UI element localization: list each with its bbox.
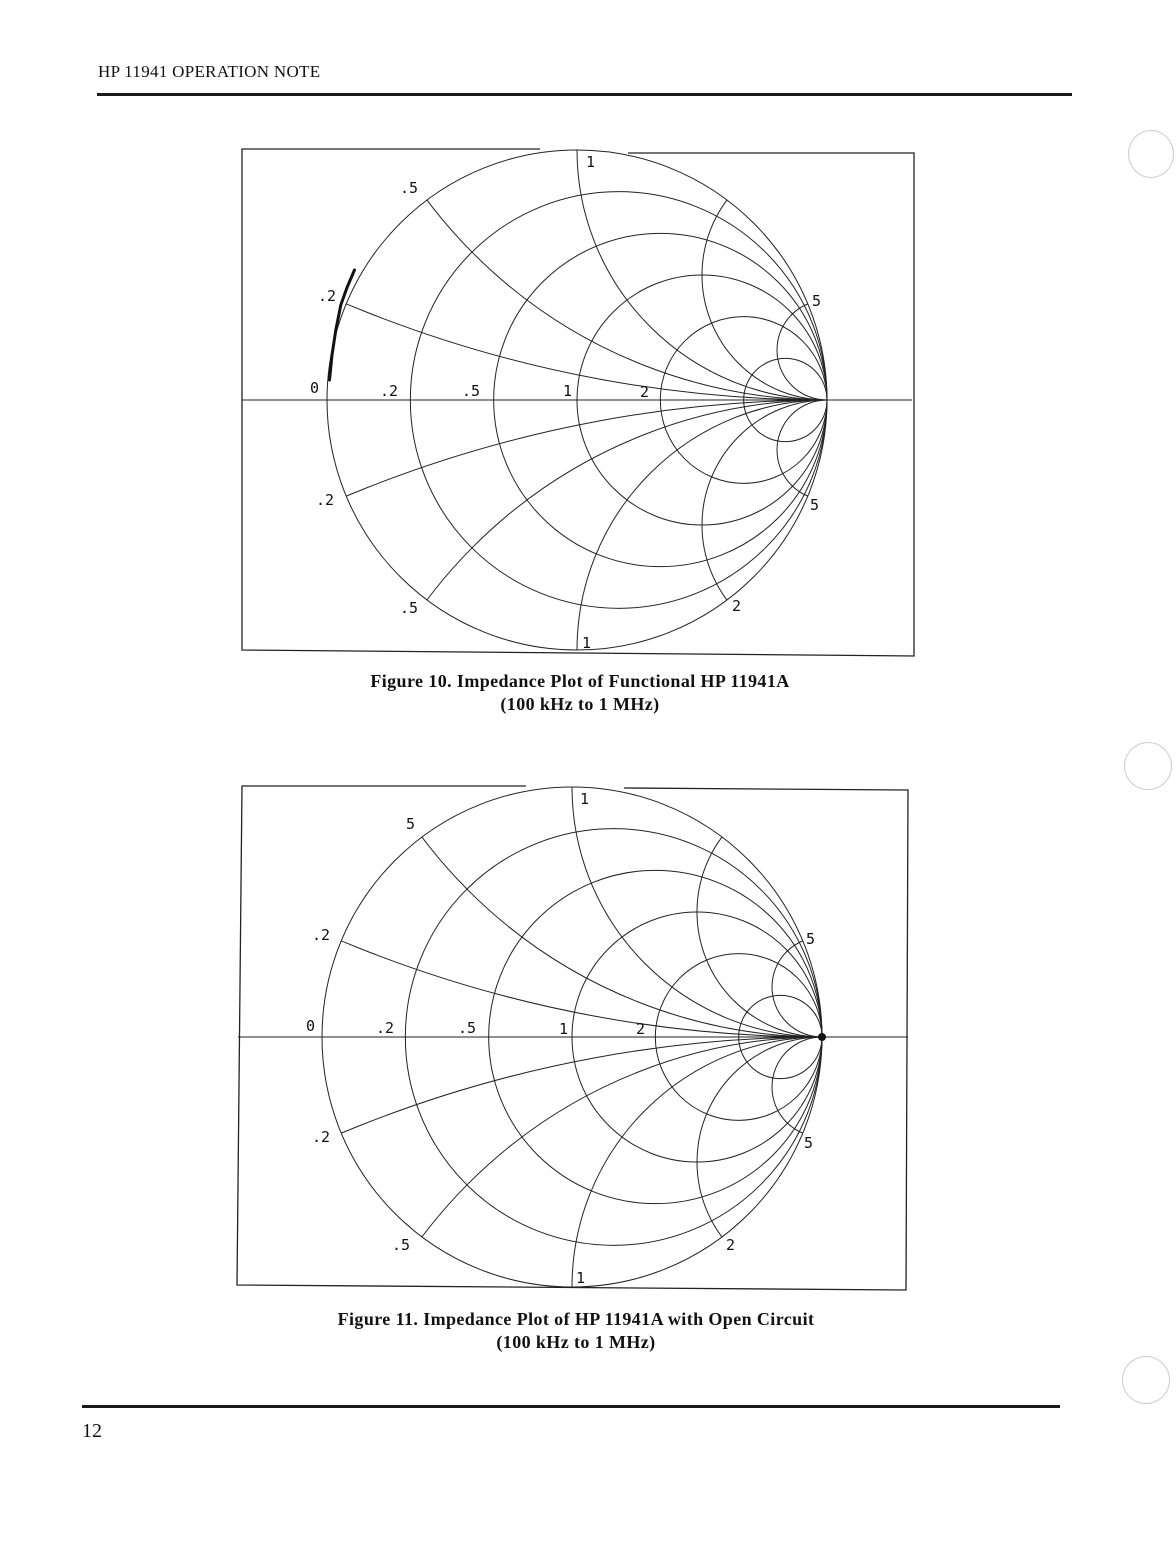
r-label-1: 1 [559,1020,569,1038]
binder-hole-mark [1124,742,1172,790]
figure-11-caption-title: Figure 11. Impedance Plot of HP 11941A with Open Circuit [337,1309,815,1329]
x-label-bottom-0.2: .2 [312,1128,331,1146]
r-label-0.2: .2 [376,1019,395,1037]
x-label-top-1: 1 [580,790,590,808]
x-label-top-0.5: 5 [406,815,416,833]
figure-10-smith-chart [240,145,915,660]
x-label-bottom-5: 5 [804,1134,814,1152]
x-label-bottom-2: 2 [726,1236,736,1254]
figure-10-caption-range: (100 kHz to 1 MHz) [500,694,660,714]
r-label-0.5: .5 [462,382,481,400]
x-label-bottom-0.5: .5 [400,599,419,617]
x-label-top-5: 5 [806,930,816,948]
r-label-0: 0 [310,379,320,397]
figure-11-caption-range: (100 kHz to 1 MHz) [496,1332,656,1352]
r-label-0.2: .2 [380,382,399,400]
x-label-bottom-1: 1 [582,634,592,652]
x-label-bottom-2: 2 [732,597,742,615]
binder-hole-mark [1122,1356,1170,1404]
reactance-arc--0.2 [0,1037,1176,1544]
figure-10-caption [240,670,920,716]
figure-10-caption-title: Figure 10. Impedance Plot of Functional HP 11941A [370,671,790,691]
figure-10-frame [242,149,914,656]
x-label-bottom-5: 5 [810,496,820,514]
x-label-bottom-1: 1 [576,1269,586,1287]
r-label-2: 2 [636,1020,646,1038]
r-label-1: 1 [563,382,573,400]
x-label-top-0.2: .2 [318,287,337,305]
reactance-arc-+0.5 [327,0,1176,400]
x-label-top-0.2: .2 [312,926,331,944]
reactance-arc--0.5 [322,1037,1176,1544]
x-label-top-0.5: .5 [400,179,419,197]
page-number: 12 [82,1420,102,1442]
reactance-arc--1 [572,1037,1072,1537]
footer-rule [82,1405,1060,1408]
x-label-bottom-0.5: .5 [392,1236,411,1254]
r-label-0: 0 [306,1017,316,1035]
reactance-arc-+1 [577,0,1077,400]
reactance-arc-+2 [697,787,947,1037]
x-label-bottom-0.2: .2 [316,491,335,509]
figure-11-open-circuit-marker [818,1033,826,1041]
r-label-2: 2 [640,383,650,401]
x-label-top-1: 1 [586,153,596,171]
reactance-arc-+0.2 [0,0,1176,400]
header-rule [97,93,1072,96]
x-label-top-5: 5 [812,292,822,310]
figure-11-smith-chart [236,782,911,1297]
figure-11-caption [236,1308,916,1354]
page-header-title: HP 11941 OPERATION NOTE [98,62,321,81]
binder-hole-mark [1128,130,1174,178]
r-label-0.5: .5 [458,1019,477,1037]
